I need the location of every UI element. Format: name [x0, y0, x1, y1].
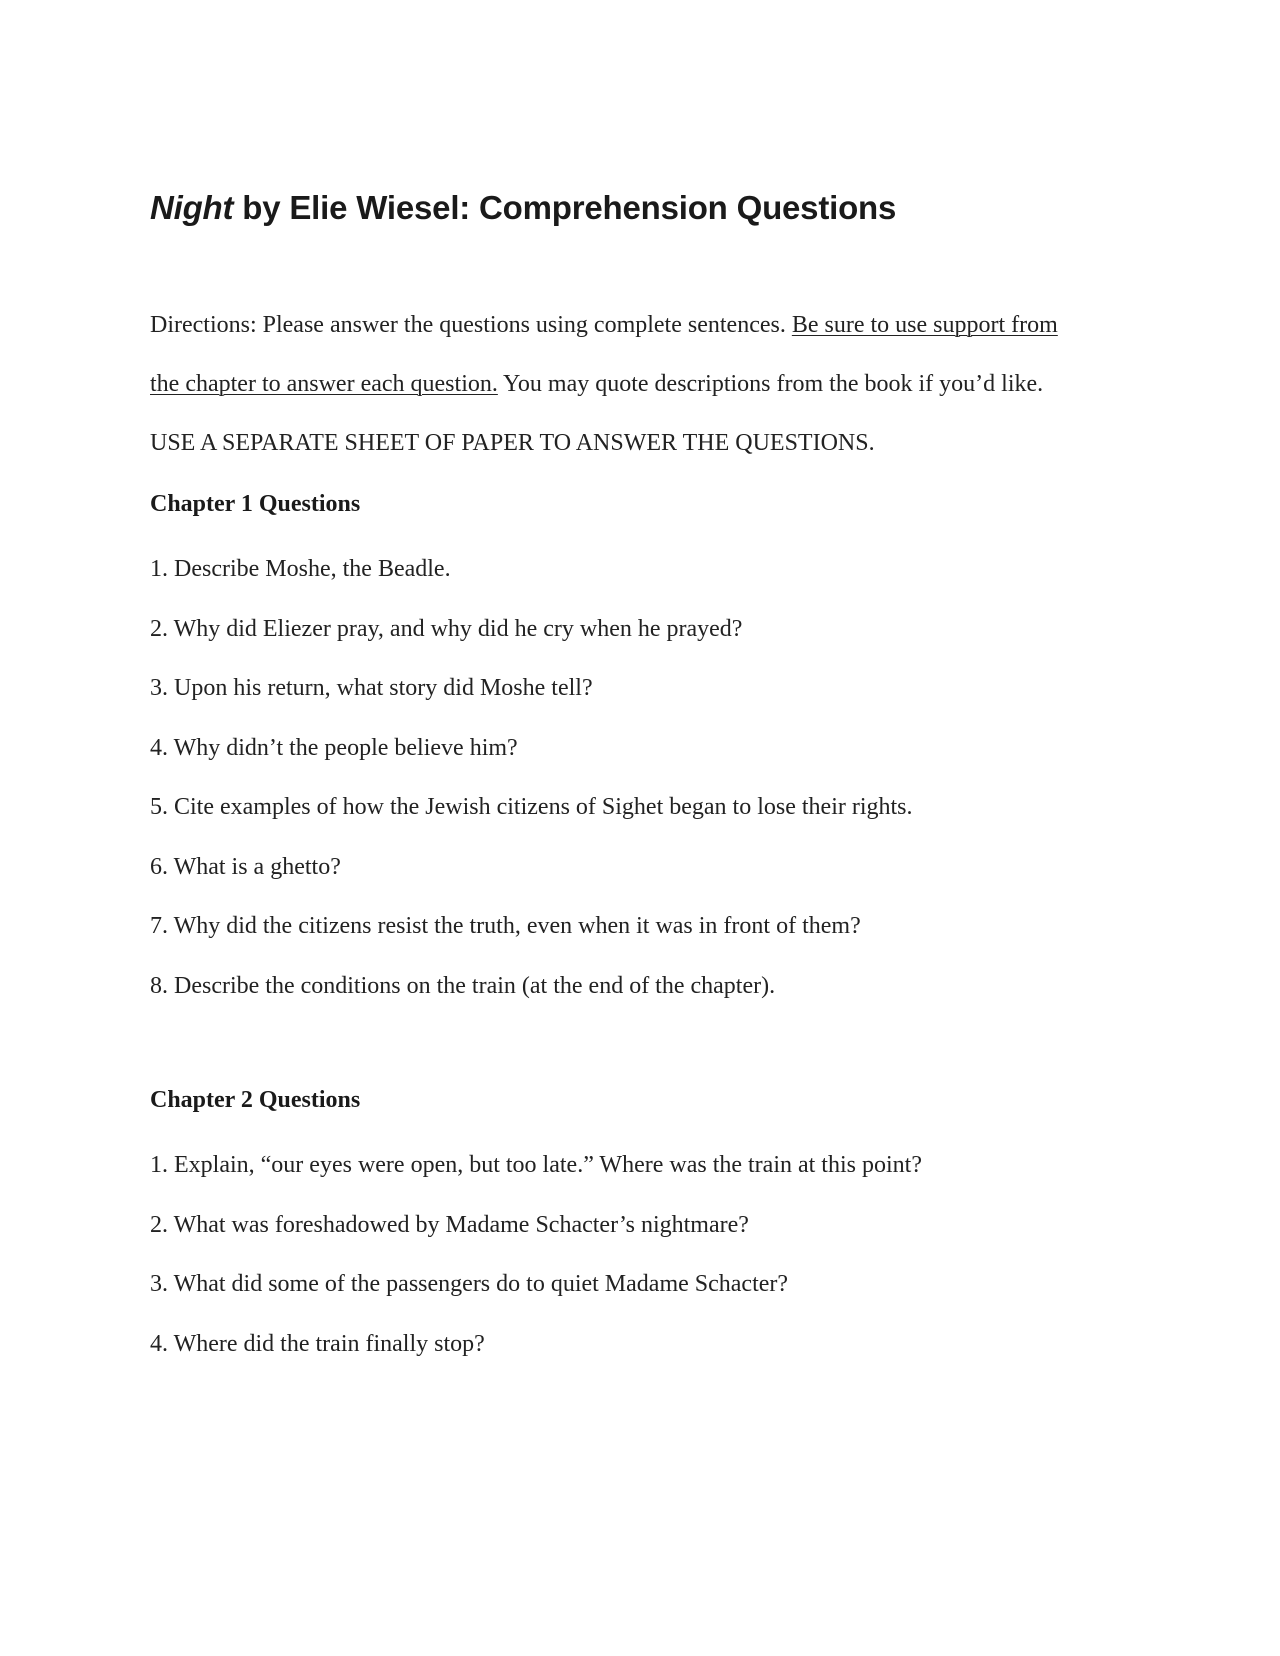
- question-item: 8. Describe the conditions on the train (at the end of the chapter).: [150, 972, 776, 999]
- separate-sheet-note: USE A SEPARATE SHEET OF PAPER TO ANSWER THE QUESTIONS.: [150, 430, 875, 456]
- chapter-1-questions: [150, 540, 1130, 1016]
- directions-text-cont: You may quote descriptions from the book if you’d like.: [497, 371, 1044, 397]
- title-book-name: Night: [150, 189, 234, 226]
- question-item: 7. Why did the citizens resist the truth, even when it was in front of them?: [150, 913, 861, 939]
- chapter-2-section: [150, 1080, 1130, 1374]
- question-item: 3. What did some of the passengers do to quiet Madame Schacter?: [150, 1271, 789, 1297]
- directions: [150, 296, 1130, 473]
- question-item: 1. Explain, “our eyes were open, but too late.” Where was the train at this point?: [150, 1152, 922, 1178]
- chapter-2-heading: Chapter 2 Questions: [150, 1087, 361, 1113]
- question-item: 4. Where did the train finally stop?: [150, 1330, 485, 1357]
- question-item: 1. Describe Moshe, the Beadle.: [150, 556, 451, 582]
- chapter-2-questions: [150, 1136, 1130, 1374]
- directions-emphasis: Be sure to use support from: [791, 312, 1058, 338]
- directions-line-2: [150, 355, 1130, 414]
- question-item: 6. What is a ghetto?: [150, 853, 341, 880]
- document-page: [150, 188, 1130, 1357]
- directions-emphasis-cont: the chapter to answer each question.: [150, 371, 498, 397]
- question-item: 5. Cite examples of how the Jewish citizens of Sighet began to lose their rights.: [150, 794, 913, 820]
- question-item: 3. Upon his return, what story did Moshe tell?: [150, 675, 593, 701]
- chapter-1-section: [150, 484, 1130, 1016]
- chapter-1-heading: Chapter 1 Questions: [150, 491, 361, 517]
- page-title: [150, 188, 1130, 228]
- question-item: 4. Why didn’t the people believe him?: [150, 734, 518, 761]
- directions-text: Directions: Please answer the questions using complete sentences.: [150, 312, 792, 338]
- question-item: 2. Why did Eliezer pray, and why did he cry when he prayed?: [150, 615, 743, 642]
- directions-line-1: [150, 296, 1130, 355]
- question-item: 2. What was foreshadowed by Madame Schacter’s nightmare?: [150, 1211, 749, 1238]
- title-rest: by Elie Wiesel: Comprehension Questions: [233, 189, 897, 226]
